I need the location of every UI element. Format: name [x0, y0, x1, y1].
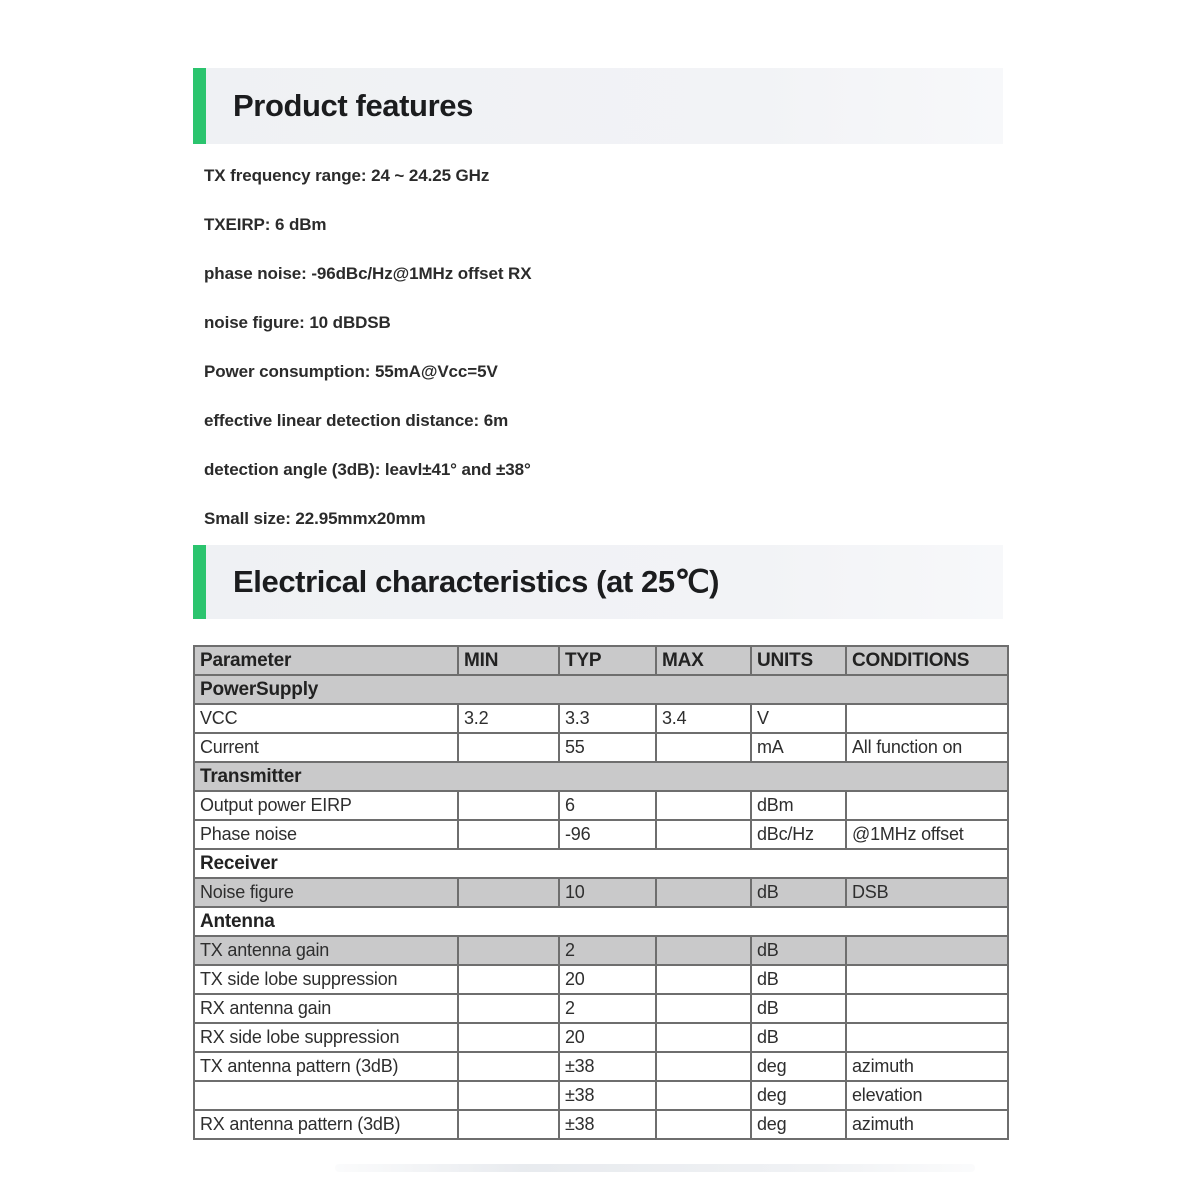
feature-item-txeirp: TXEIRP: 6 dBm	[204, 215, 327, 235]
cell-parameter: RX side lobe suppression	[194, 1023, 458, 1052]
cell-min	[458, 1023, 559, 1052]
spec-table-container	[193, 645, 1011, 1163]
cell-typ: 20	[559, 1023, 656, 1052]
table-row-current	[194, 733, 1008, 762]
feature-item-tx-frequency: TX frequency range: 24 ~ 24.25 GHz	[204, 166, 490, 186]
col-header-max: MAX	[656, 646, 751, 675]
cell-min	[458, 733, 559, 762]
cell-conditions	[846, 704, 1008, 733]
cell-max	[656, 936, 751, 965]
spec-table	[193, 645, 1009, 1140]
cell-parameter: TX antenna pattern (3dB)	[194, 1052, 458, 1081]
col-header-conditions: CONDITIONS	[846, 646, 1008, 675]
cell-max	[656, 965, 751, 994]
cell-units: deg	[751, 1081, 846, 1110]
cell-max	[656, 1052, 751, 1081]
cell-parameter: Current	[194, 733, 458, 762]
feature-item-detection-distance: effective linear detection distance: 6m	[204, 410, 509, 430]
cell-parameter: TX antenna gain	[194, 936, 458, 965]
section-label: PowerSupply	[194, 675, 1008, 704]
cell-units: dB	[751, 965, 846, 994]
green-accent-bar	[193, 545, 206, 619]
cell-parameter	[194, 1081, 458, 1110]
electrical-title: Electrical characteristics (at 25℃)	[233, 564, 720, 599]
cell-max	[656, 878, 751, 907]
table-row-vcc	[194, 704, 1008, 733]
cell-min	[458, 791, 559, 820]
feature-item-power-consumption: Power consumption: 55mA@Vcc=5V	[204, 362, 498, 381]
cell-units: mA	[751, 733, 846, 762]
cell-units: dB	[751, 1023, 846, 1052]
col-header-min: MIN	[458, 646, 559, 675]
cell-conditions	[846, 791, 1008, 820]
table-row-tx-side-lobe	[194, 965, 1008, 994]
section-header-electrical	[193, 545, 1003, 619]
cell-typ: 3.3	[559, 704, 656, 733]
cell-typ: 6	[559, 791, 656, 820]
cell-parameter: VCC	[194, 704, 458, 733]
cell-max: 3.4	[656, 704, 751, 733]
table-row-output-power	[194, 791, 1008, 820]
cell-typ: ±38	[559, 1110, 656, 1139]
table-row-tx-antenna-gain	[194, 936, 1008, 965]
cell-conditions	[846, 994, 1008, 1023]
cell-max	[656, 994, 751, 1023]
feature-item-small-size: Small size: 22.95mmx20mm	[204, 508, 426, 528]
cell-conditions	[846, 1023, 1008, 1052]
cell-conditions: All function on	[846, 733, 1008, 762]
faint-watermark	[335, 1164, 975, 1172]
cell-max	[656, 1081, 751, 1110]
cell-parameter: Phase noise	[194, 820, 458, 849]
table-row-phase-noise	[194, 820, 1008, 849]
cell-typ: 2	[559, 994, 656, 1023]
cell-min	[458, 820, 559, 849]
cell-conditions: azimuth	[846, 1052, 1008, 1081]
cell-typ: 55	[559, 733, 656, 762]
section-row-powersupply	[194, 675, 1008, 704]
cell-units: V	[751, 704, 846, 733]
col-header-parameter: Parameter	[194, 646, 458, 675]
feature-item-detection-angle: detection angle (3dB): leavl±41° and ±38°	[204, 459, 531, 479]
cell-parameter: Output power EIRP	[194, 791, 458, 820]
cell-min	[458, 1081, 559, 1110]
cell-min: 3.2	[458, 704, 559, 733]
cell-parameter: RX antenna gain	[194, 994, 458, 1023]
table-row-tx-antenna-pattern-elevation	[194, 1081, 1008, 1110]
table-row-rx-antenna-pattern	[194, 1110, 1008, 1139]
feature-item-noise-figure: noise figure: 10 dBDSB	[204, 313, 391, 333]
page-title: Product features	[233, 88, 473, 123]
table-header-row	[194, 646, 1008, 675]
cell-parameter: Noise figure	[194, 878, 458, 907]
cell-conditions: DSB	[846, 878, 1008, 907]
cell-parameter: TX side lobe suppression	[194, 965, 458, 994]
col-header-typ: TYP	[559, 646, 656, 675]
section-label: Transmitter	[194, 762, 1008, 791]
cell-units: deg	[751, 1110, 846, 1139]
cell-max	[656, 820, 751, 849]
cell-units: deg	[751, 1052, 846, 1081]
section-label: Receiver	[194, 849, 1008, 878]
cell-max	[656, 1110, 751, 1139]
cell-typ: -96	[559, 820, 656, 849]
cell-max	[656, 791, 751, 820]
cell-parameter: RX antenna pattern (3dB)	[194, 1110, 458, 1139]
cell-max	[656, 733, 751, 762]
cell-typ: 10	[559, 878, 656, 907]
cell-typ: ±38	[559, 1081, 656, 1110]
section-row-receiver	[194, 849, 1008, 878]
cell-min	[458, 1052, 559, 1081]
cell-typ: 20	[559, 965, 656, 994]
cell-min	[458, 1110, 559, 1139]
cell-min	[458, 878, 559, 907]
cell-conditions: azimuth	[846, 1110, 1008, 1139]
feature-list	[204, 152, 531, 543]
cell-conditions: elevation	[846, 1081, 1008, 1110]
cell-typ: ±38	[559, 1052, 656, 1081]
feature-item-phase-noise: phase noise: -96dBc/Hz@1MHz offset RX	[204, 264, 532, 284]
cell-conditions	[846, 965, 1008, 994]
cell-conditions: @1MHz offset	[846, 820, 1008, 849]
table-row-rx-side-lobe	[194, 1023, 1008, 1052]
cell-conditions	[846, 936, 1008, 965]
cell-max	[656, 1023, 751, 1052]
green-accent-bar	[193, 68, 206, 144]
cell-min	[458, 994, 559, 1023]
cell-units: dB	[751, 936, 846, 965]
section-label: Antenna	[194, 907, 1008, 936]
cell-units: dBc/Hz	[751, 820, 846, 849]
section-row-transmitter	[194, 762, 1008, 791]
table-row-rx-antenna-gain	[194, 994, 1008, 1023]
cell-units: dB	[751, 994, 846, 1023]
table-row-tx-antenna-pattern	[194, 1052, 1008, 1081]
cell-typ: 2	[559, 936, 656, 965]
cell-min	[458, 965, 559, 994]
section-row-antenna	[194, 907, 1008, 936]
section-header-product-features	[193, 68, 1003, 144]
cell-units: dBm	[751, 791, 846, 820]
col-header-units: UNITS	[751, 646, 846, 675]
cell-min	[458, 936, 559, 965]
table-row-noise-figure	[194, 878, 1008, 907]
cell-units: dB	[751, 878, 846, 907]
